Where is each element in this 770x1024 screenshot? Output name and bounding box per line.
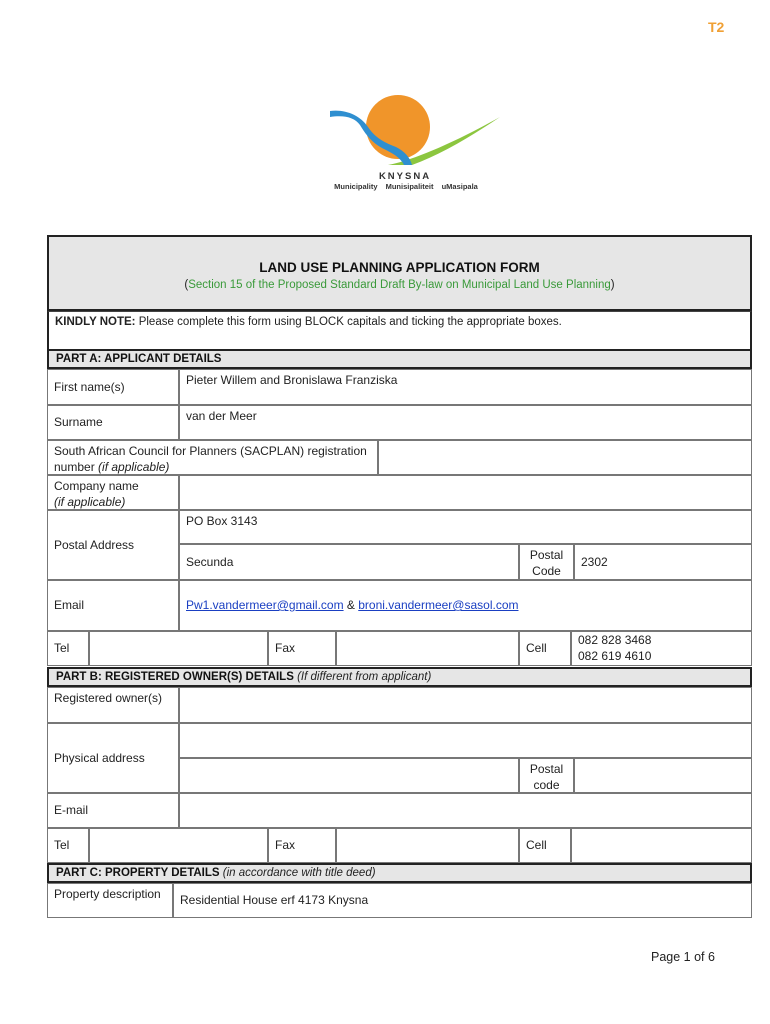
part-c-heading: PART C: PROPERTY DETAILS (in accordance with title deed) bbox=[47, 863, 752, 883]
tel-label: Tel bbox=[47, 631, 89, 666]
email-link-1[interactable]: Pw1.vandermeer@gmail.com bbox=[186, 598, 344, 612]
company-label: Company name (if applicable) bbox=[47, 475, 179, 510]
physical-address-line1[interactable] bbox=[179, 723, 752, 758]
note-text: Please complete this form using BLOCK capitals and ticking the appropriate boxes. bbox=[135, 316, 562, 328]
first-names-field[interactable]: Pieter Willem and Bronislawa Franziska bbox=[179, 369, 752, 405]
physical-address-line2[interactable] bbox=[179, 758, 519, 793]
sacplan-field[interactable] bbox=[378, 440, 752, 475]
page-number: Page 1 of 6 bbox=[651, 950, 715, 964]
logo-subtitle: Municipality Munisipaliteit uMasipala bbox=[334, 182, 478, 191]
owner-cell-label: Cell bbox=[519, 828, 571, 863]
part-b-heading: PART B: REGISTERED OWNER(S) DETAILS (If different from applicant) bbox=[47, 667, 752, 687]
property-description-label: Property description bbox=[47, 883, 173, 918]
postal-address-label: Postal Address bbox=[47, 510, 179, 580]
owner-postal-code-label: Postal code bbox=[519, 758, 574, 793]
owner-email-field[interactable] bbox=[179, 793, 752, 828]
form-title: LAND USE PLANNING APPLICATION FORM bbox=[259, 260, 540, 275]
fax-field[interactable] bbox=[336, 631, 519, 666]
owner-tel-label: Tel bbox=[47, 828, 89, 863]
sacplan-label: South African Council for Planners (SACPLAN) registration number (if applicable) bbox=[47, 440, 378, 475]
fax-label: Fax bbox=[268, 631, 336, 666]
owner-postal-code-field[interactable] bbox=[574, 758, 752, 793]
postal-code-field[interactable]: 2302 bbox=[574, 544, 752, 580]
postal-address-line2[interactable]: Secunda bbox=[179, 544, 519, 580]
part-a-heading: PART A: APPLICANT DETAILS bbox=[47, 349, 752, 369]
owner-fax-field[interactable] bbox=[336, 828, 519, 863]
property-description-field[interactable]: Residential House erf 4173 Knysna bbox=[173, 883, 752, 918]
kindly-note bbox=[47, 311, 752, 350]
owner-email-label: E-mail bbox=[47, 793, 179, 828]
first-names-label: First name(s) bbox=[47, 369, 179, 405]
physical-address-label: Physical address bbox=[47, 723, 179, 793]
tel-field[interactable] bbox=[89, 631, 268, 666]
owner-fax-label: Fax bbox=[268, 828, 336, 863]
cell-field[interactable]: 082 828 3468 082 619 4610 bbox=[571, 631, 752, 666]
cell-label: Cell bbox=[519, 631, 571, 666]
form-header bbox=[47, 235, 752, 311]
postal-code-label: Postal Code bbox=[519, 544, 574, 580]
logo-name: KNYSNA bbox=[378, 171, 432, 182]
owners-field[interactable] bbox=[179, 687, 752, 723]
owners-label: Registered owner(s) bbox=[47, 687, 179, 723]
email-label: Email bbox=[47, 580, 179, 631]
form-subtitle: (Section 15 of the Proposed Standard Draft By-law on Municipal Land Use Planning) bbox=[184, 279, 615, 291]
email-link-2[interactable]: broni.vandermeer@sasol.com bbox=[358, 598, 519, 612]
surname-field[interactable]: van der Meer bbox=[179, 405, 752, 440]
company-field[interactable] bbox=[179, 475, 752, 510]
email-field[interactable]: Pw1.vandermeer@gmail.com & broni.vandermeer@sasol.com bbox=[179, 580, 752, 631]
form-reference-code: T2 bbox=[708, 19, 725, 35]
owner-tel-field[interactable] bbox=[89, 828, 268, 863]
owner-cell-field[interactable] bbox=[571, 828, 752, 863]
surname-label: Surname bbox=[47, 405, 179, 440]
note-label: KINDLY NOTE: bbox=[55, 316, 136, 328]
postal-address-line1[interactable]: PO Box 3143 bbox=[179, 510, 752, 544]
